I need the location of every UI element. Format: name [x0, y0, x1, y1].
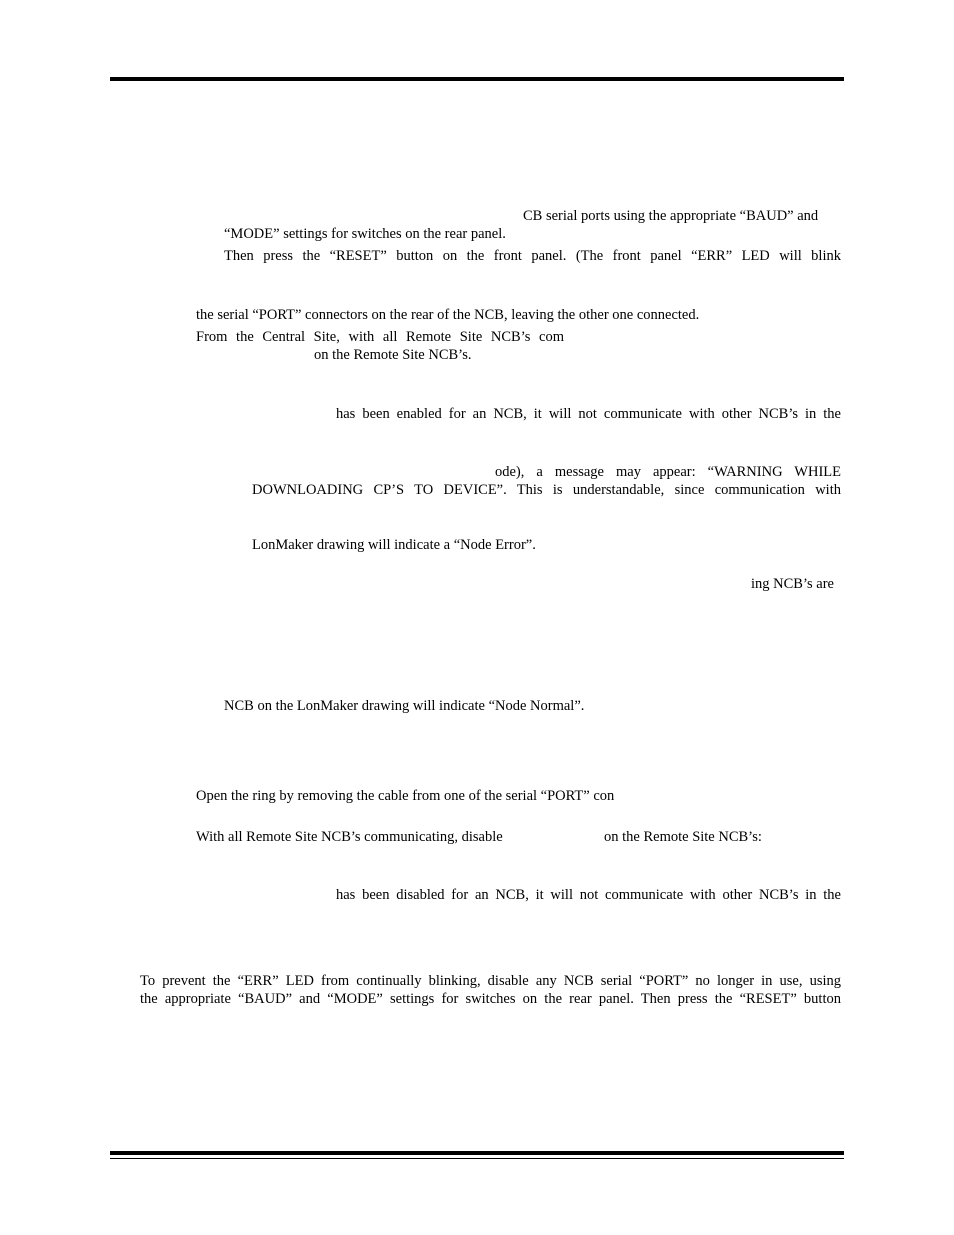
text-line-1: CB serial ports using the appropriate “BAUD” and: [523, 208, 819, 224]
text-line-4: the serial “PORT” connectors on the rear of the NCB, leaving the other one connected.: [196, 307, 700, 323]
header-rule: [110, 77, 844, 81]
text-line-3: Then press the “RESET” button on the front panel. (The front panel “ERR” LED will blink: [224, 248, 841, 264]
text-line-6: on the Remote Site NCB’s.: [314, 347, 472, 363]
text-line-13: Open the ring by removing the cable from one of the serial “PORT” con: [196, 788, 615, 804]
text-line-18: the appropriate “BAUD” and “MODE” settings for switches on the rear panel. Then press the “RESET” button: [140, 991, 841, 1007]
text-line-9: DOWNLOADING CP’S TO DEVICE”. This is understandable, since communication with: [252, 482, 841, 498]
text-line-5: From the Central Site, with all Remote Site NCB’s com: [196, 329, 564, 345]
text-line-8: ode), a message may appear: “WARNING WHILE: [495, 464, 841, 480]
text-line-14: With all Remote Site NCB’s communicating, disable: [196, 829, 503, 845]
text-line-17: To prevent the “ERR” LED from continually blinking, disable any NCB serial “PORT” no longer in use, using: [140, 973, 841, 989]
footer-rule-thin: [110, 1158, 844, 1159]
text-line-2: “MODE” settings for switches on the rear panel.: [224, 226, 506, 242]
text-line-15: on the Remote Site NCB’s:: [604, 829, 762, 845]
text-line-12: NCB on the LonMaker drawing will indicate “Node Normal”.: [224, 698, 585, 714]
text-line-10: LonMaker drawing will indicate a “Node Error”.: [252, 537, 536, 553]
footer-rule-thick: [110, 1151, 844, 1155]
text-line-16: has been disabled for an NCB, it will not communicate with other NCB’s in the: [336, 887, 841, 903]
text-line-11: ing NCB’s are: [751, 576, 834, 592]
text-line-7: has been enabled for an NCB, it will not communicate with other NCB’s in the: [336, 406, 841, 422]
